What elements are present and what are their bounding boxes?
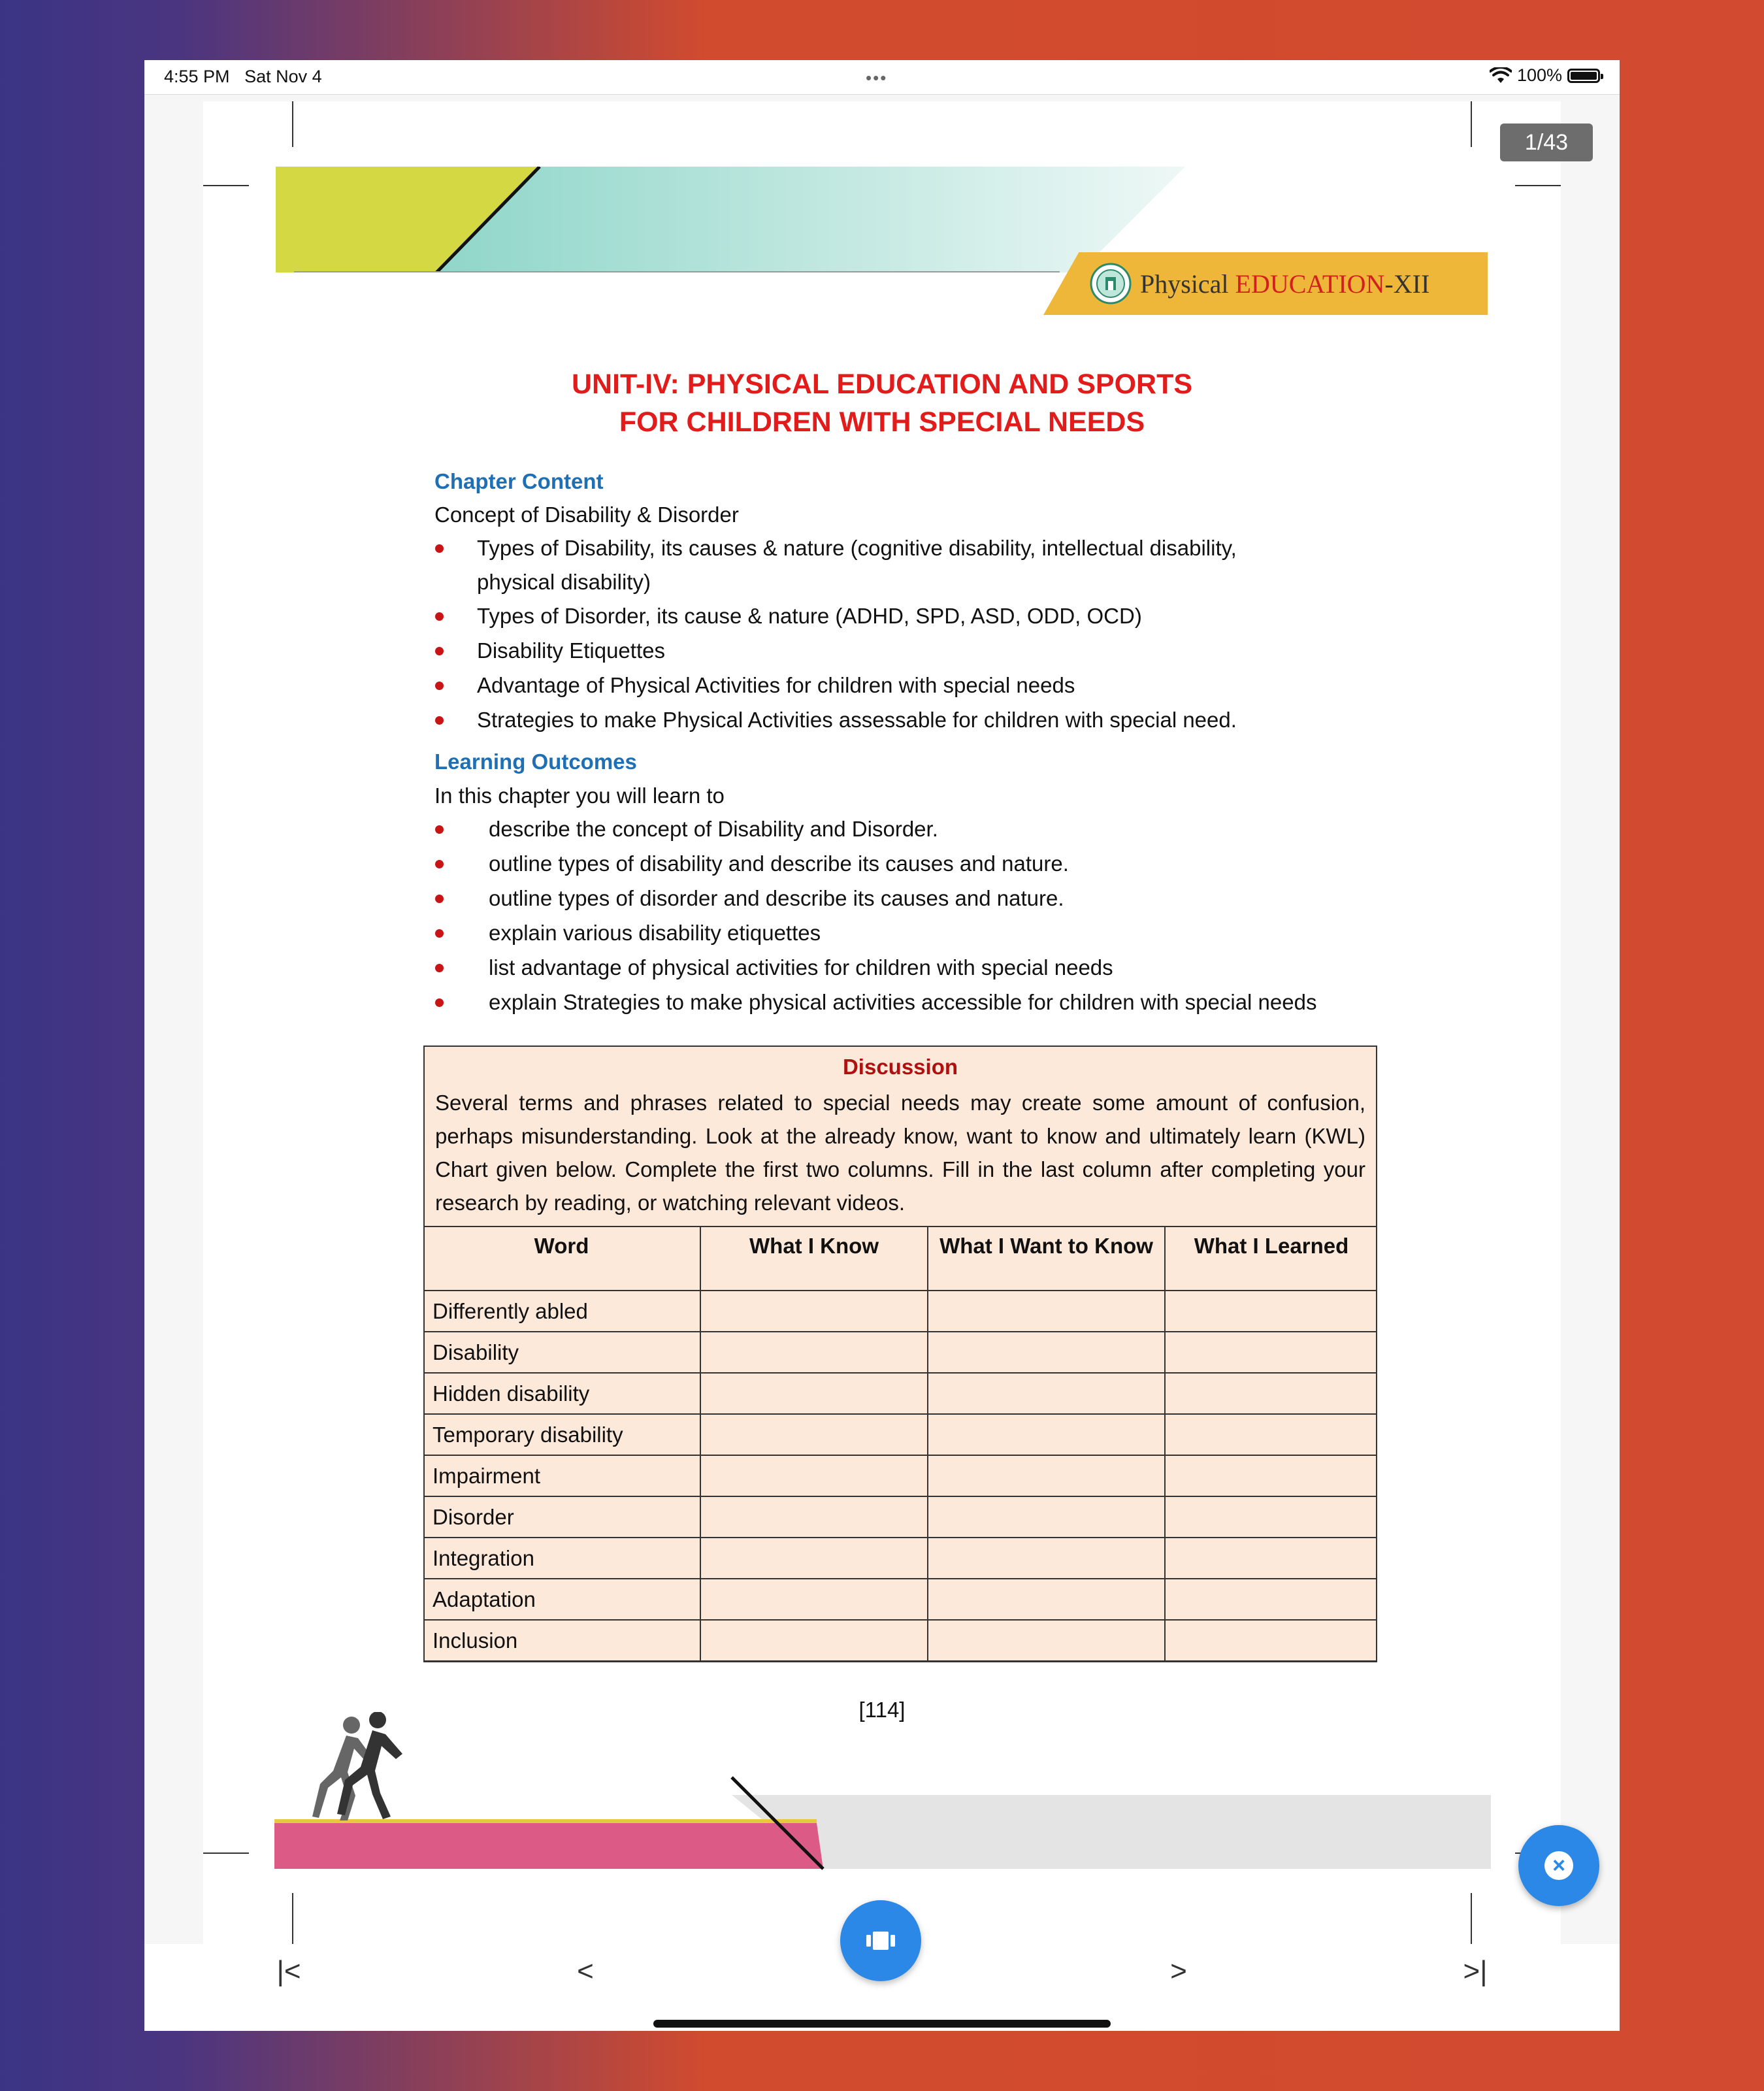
bullet xyxy=(435,647,444,655)
status-time: 4:55 PM Sat Nov 4 xyxy=(164,67,322,86)
kwl-cell xyxy=(1165,1579,1377,1620)
outcome-item: list advantage of physical activities for children with special needs xyxy=(489,955,1113,980)
crop-mark xyxy=(292,101,293,147)
kwl-cell xyxy=(928,1373,1165,1414)
bullet xyxy=(435,825,444,834)
kwl-header: What I Learned xyxy=(1165,1227,1377,1291)
kwl-cell xyxy=(700,1332,928,1373)
kwl-cell xyxy=(700,1455,928,1496)
discussion-box xyxy=(423,1046,1377,1662)
table-row xyxy=(423,1332,1377,1373)
home-indicator[interactable] xyxy=(653,2020,1111,2028)
outcome-item: outline types of disorder and describe its causes and nature. xyxy=(489,886,1064,910)
crop-mark xyxy=(1471,101,1472,147)
unit-title-line1: UNIT-IV: PHYSICAL EDUCATION AND SPORTS xyxy=(571,369,1193,400)
first-page-button[interactable]: |< xyxy=(276,1955,301,1987)
kwl-cell xyxy=(700,1579,928,1620)
outcome-item: explain Strategies to make physical activities accessible for children with special needs xyxy=(489,990,1317,1014)
view-mode-icon xyxy=(864,1930,897,1952)
runners-icon xyxy=(312,1712,402,1820)
kwl-header: What I Know xyxy=(700,1227,928,1291)
wifi-icon xyxy=(1490,67,1512,84)
kwl-cell xyxy=(1165,1291,1377,1332)
previous-page-button[interactable]: < xyxy=(577,1955,594,1987)
table-row xyxy=(423,1620,1377,1661)
kwl-cell xyxy=(700,1620,928,1661)
learning-outcomes-heading: Learning Outcomes xyxy=(434,749,637,774)
table-row xyxy=(423,1414,1377,1455)
kwl-cell xyxy=(1165,1538,1377,1579)
kwl-cell xyxy=(700,1414,928,1455)
kwl-cell xyxy=(1165,1332,1377,1373)
kwl-word: Inclusion xyxy=(423,1620,700,1661)
crop-mark xyxy=(203,185,249,186)
kwl-cell xyxy=(1165,1496,1377,1538)
kwl-word: Temporary disability xyxy=(423,1414,700,1455)
kwl-word: Integration xyxy=(423,1538,700,1579)
kwl-header-row xyxy=(423,1227,1377,1291)
chapter-item: physical disability) xyxy=(477,570,651,594)
bullet xyxy=(435,895,444,903)
page-number: [114] xyxy=(858,1698,906,1722)
kwl-cell xyxy=(928,1496,1165,1538)
battery-percent: 100% xyxy=(1516,65,1562,85)
kwl-word: Disability xyxy=(423,1332,700,1373)
unit-title-line2: FOR CHILDREN WITH SPECIAL NEEDS xyxy=(619,406,1145,438)
kwl-cell xyxy=(1165,1373,1377,1414)
kwl-cell xyxy=(700,1291,928,1332)
kwl-header: Word xyxy=(423,1227,700,1291)
last-page-button[interactable]: >| xyxy=(1463,1955,1488,1987)
outcome-item: explain various disability etiquettes xyxy=(489,921,821,945)
bullet xyxy=(435,612,444,621)
chapter-item: Types of Disability, its causes & nature (cognitive disability, intellectual disability, xyxy=(477,536,1237,560)
kwl-cell xyxy=(700,1538,928,1579)
battery-icon xyxy=(1567,69,1600,83)
brand-title: Physical EDUCATION-XII xyxy=(1140,269,1430,299)
crop-mark xyxy=(1471,1893,1472,1944)
kwl-cell xyxy=(928,1332,1165,1373)
kwl-cell xyxy=(1165,1620,1377,1661)
kwl-cell xyxy=(928,1414,1165,1455)
multitasking-dots[interactable]: ••• xyxy=(866,68,888,88)
cbse-seal-icon xyxy=(1090,263,1132,305)
close-icon: × xyxy=(1544,1851,1573,1880)
crop-mark xyxy=(1515,185,1561,186)
kwl-cell xyxy=(1165,1455,1377,1496)
crop-mark xyxy=(292,1893,293,1944)
kwl-word: Adaptation xyxy=(423,1579,700,1620)
next-page-button[interactable]: > xyxy=(1170,1955,1187,1987)
kwl-table xyxy=(423,1226,1377,1662)
table-row xyxy=(423,1373,1377,1414)
bullet xyxy=(435,998,444,1007)
table-row xyxy=(423,1455,1377,1496)
kwl-cell xyxy=(928,1620,1165,1661)
bullet xyxy=(435,964,444,972)
chapter-item: Types of Disorder, its cause & nature (ADHD, SPD, ASD, ODD, OCD) xyxy=(477,604,1142,628)
bullet xyxy=(435,716,444,725)
table-row xyxy=(423,1538,1377,1579)
page-counter: 1/43 xyxy=(1500,123,1593,161)
outcome-item: describe the concept of Disability and Disorder. xyxy=(489,817,938,841)
chapter-item: Advantage of Physical Activities for children with special needs xyxy=(477,673,1075,697)
bullet xyxy=(435,544,444,553)
chapter-item: Strategies to make Physical Activities assessable for children with special need. xyxy=(477,708,1237,732)
kwl-cell xyxy=(928,1291,1165,1332)
kwl-cell xyxy=(928,1455,1165,1496)
status-right xyxy=(1490,65,1600,86)
kwl-cell xyxy=(928,1579,1165,1620)
footer-banner xyxy=(274,1712,1491,1875)
kwl-cell xyxy=(928,1538,1165,1579)
view-mode-button[interactable] xyxy=(840,1900,921,1981)
kwl-word: Impairment xyxy=(423,1455,700,1496)
kwl-cell xyxy=(1165,1414,1377,1455)
kwl-cell xyxy=(700,1373,928,1414)
bullet xyxy=(435,860,444,868)
crop-mark xyxy=(203,1852,249,1854)
outcome-item: outline types of disability and describe its causes and nature. xyxy=(489,851,1069,876)
close-button[interactable] xyxy=(1518,1825,1599,1906)
kwl-cell xyxy=(700,1496,928,1538)
bullet xyxy=(435,929,444,938)
kwl-word: Hidden disability xyxy=(423,1373,700,1414)
chapter-content-intro: Concept of Disability & Disorder xyxy=(434,502,739,527)
chapter-content-heading: Chapter Content xyxy=(434,469,604,493)
kwl-word: Disorder xyxy=(423,1496,700,1538)
discussion-title: Discussion xyxy=(842,1055,958,1079)
header-banner xyxy=(276,167,1185,272)
status-bar xyxy=(144,60,1620,94)
table-row xyxy=(423,1496,1377,1538)
learning-outcomes-intro: In this chapter you will learn to xyxy=(434,783,725,808)
bullet xyxy=(435,682,444,690)
table-row xyxy=(423,1291,1377,1332)
kwl-header: What I Want to Know xyxy=(928,1227,1165,1291)
kwl-word: Differently abled xyxy=(423,1291,700,1332)
chapter-item: Disability Etiquettes xyxy=(477,638,665,663)
discussion-paragraph: Several terms and phrases related to special needs may create some amount of confusion, perhaps misunderstanding. Look at the already know, want to know and ultimately learn (KWL) Chart given below. Complete the first two columns. Fill in the last column after completing your research by reading, or watching relevant videos. xyxy=(435,1091,1365,1215)
table-row xyxy=(423,1579,1377,1620)
